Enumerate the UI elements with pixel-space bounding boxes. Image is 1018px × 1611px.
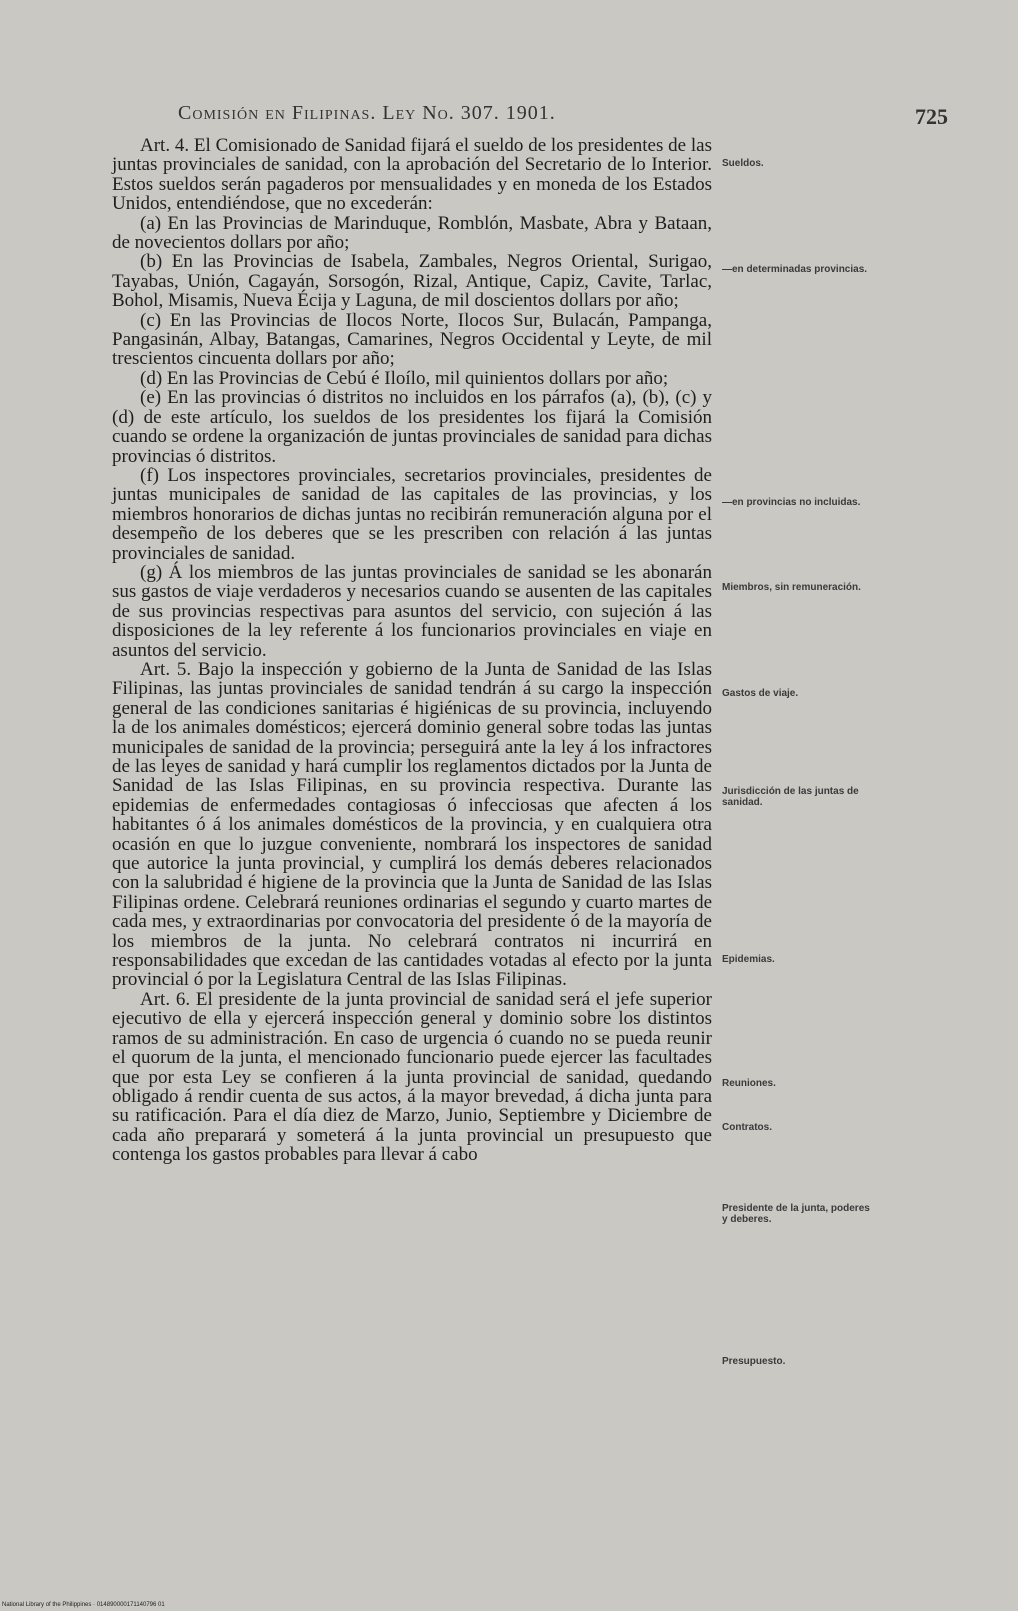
margin-note-determinadas-provincias: —en determinadas provincias. <box>722 264 868 275</box>
margin-note-provincias-no-incluidas: —en provincias no incluidas. <box>722 497 861 508</box>
paragraph-art-4: Art. 4. El Comisionado de Sanidad fijará el sueldo de los presidentes de las juntas provinciales de sanidad, con la aprobación del Secretario de lo Interior. Estos sueldos serán pagaderos por mensualidades y en moneda de los Estados Unidos, entendiéndose, que no excederán: <box>112 135 712 215</box>
paragraph-e: (e) En las provincias ó distritos no incluidos en los párrafos (a), (b), (c) y (d) de este artículo, los sueldos de los presidentes los fijará la Comisión cuando se ordene la organización de juntas provinciales de sanidad para dichas provincias ó distritos. <box>112 387 712 467</box>
page-number: 725 <box>915 104 948 129</box>
paragraph-art-5: Art. 5. Bajo la inspección y gobierno de la Junta de Sanidad de las Islas Filipinas, las juntas provinciales de sanidad tendrán á su cargo la inspección general de las condiciones sanitarias é higiénicas de su provincia, incluyendo la de los animales domésticos; ejercerá dominio general sobre todas las juntas municipales de sanidad de la provincia; perseguirá ante la ley á los infractores de las leyes de sanidad y hará cumplir los reglamentos dictados por la Junta de Sanidad de las Islas Filipinas, en su provincia respectiva. Durante las epidemias de enfermedades contagiosas ó infecciosas que afecten á los habitantes ó á los animales domésticos de la provincia, y en cualquiera otra ocasión en que lo juzgue conveniente, nombrará los inspectores de sanidad que autorice la junta provincial, y cumplirá los demás deberes relacionados con la salubridad é higiene de la provincia que la Junta de Sanidad de las Islas Filipinas ordene. Celebrará reuniones ordinarias el segundo y cuarto martes de cada mes, y extraordinarias por convocatoria del presidente ó de la mayoría de los miembros de la junta. No celebrará contratos ni incurrirá en responsabilidades que excedan de las cantidades votadas al efecto por la junta provincial ó por la Legislatura Central de las Islas Filipinas. <box>112 658 712 991</box>
paragraph-b: (b) En las Provincias de Isabela, Zambales, Negros Oriental, Surigao, Tayabas, Unión, Cagayán, Sorsogón, Rizal, Antique, Capiz, Cavite, Tarlac, Bohol, Misamis, Nueva Écija y Laguna, de mil doscientos dollars por año; <box>112 251 712 312</box>
margin-note-miembros: Miembros, sin remuneración. <box>722 582 861 593</box>
paragraph-c: (c) En las Provincias de Ilocos Norte, Ilocos Sur, Bulacán, Pampanga, Pangasinán, Albay, Batangas, Camarines, Negros Occidental y Leyte, de mil trescientos cincuenta dollars por año; <box>112 309 712 370</box>
scan-credit: National Library of the Philippines · 014890000171140796 01 <box>2 1602 165 1608</box>
running-head: Comisión en Filipinas. Ley No. 307. 1901. <box>178 102 556 124</box>
margin-note-contratos: Contratos. <box>722 1122 772 1133</box>
paragraph-d: (d) En las Provincias de Cebú é Iloílo, mil quinientos dollars por año; <box>140 367 669 389</box>
paragraph-a: (a) En las Provincias de Marinduque, Romblón, Masbate, Abra y Bataan, de novecientos dollars por año; <box>112 212 712 254</box>
paragraph-art-6: Art. 6. El presidente de la junta provincial de sanidad será el jefe superior ejecutivo de ella y ejercerá inspección general y dominio sobre los distintos ramos de su administración. En caso de urgencia ó cuando no se pueda reunir el quorum de la junta, el mencionado funcionario puede ejercer las facultades que por esta Ley se confieren á la junta provincial de sanidad, quedando obligado á rendir cuenta de sus actos, á la mayor brevedad, á dicha junta para su ratificación. Para el día diez de Marzo, Junio, Septiembre y Diciembre de cada año preparará y someterá á la junta provincial un presupuesto que contenga los gastos probables para llevar á cabo <box>112 988 712 1166</box>
paragraph-f: (f) Los inspectores provinciales, secretarios provinciales, presidentes de juntas municipales de sanidad de las capitales de las provincias, y los miembros honorarios de dichas juntas no recibirán remuneración alguna por el desempeño de los deberes que se les prescriben con relación á las juntas provinciales de sanidad. <box>112 464 712 564</box>
margin-note-gastos-viaje: Gastos de viaje. <box>722 688 799 699</box>
body-text <box>112 136 712 1165</box>
page-header <box>168 102 948 132</box>
margin-note-presidente: Presidente de la junta, poderes y deberes. <box>722 1203 870 1225</box>
margin-note-jurisdiccion: Jurisdicción de las juntas de sanidad. <box>722 786 859 808</box>
margin-note-epidemias: Epidemias. <box>722 954 775 965</box>
paragraph-g: (g) Á los miembros de las juntas provinciales de sanidad se les abonarán sus gastos de viaje verdaderos y necesarios cuando se ausenten de las capitales de sus provincias respectivas para asuntos del servicio, con sujeción á las disposiciones de la ley referente á los funcionarios provinciales en viaje en asuntos del servicio. <box>112 561 712 661</box>
margin-note-presupuesto: Presupuesto. <box>722 1356 786 1367</box>
margin-note-sueldos: Sueldos. <box>722 158 764 169</box>
margin-note-reuniones: Reuniones. <box>722 1078 776 1089</box>
